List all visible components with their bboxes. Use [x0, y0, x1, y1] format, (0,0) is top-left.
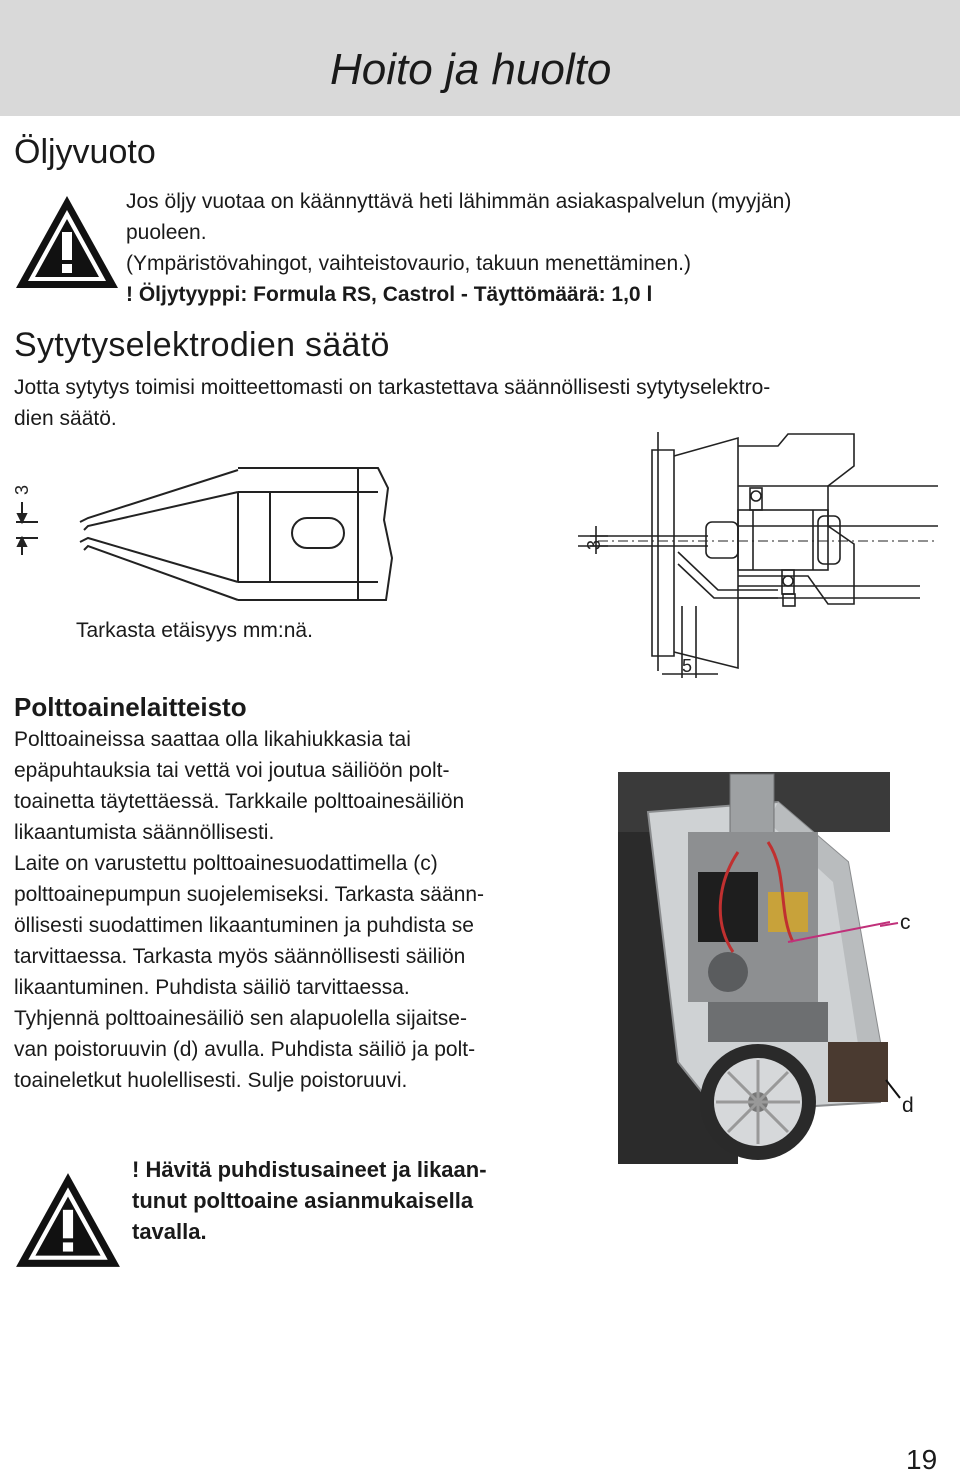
burner-assembly-diagram: [578, 426, 948, 682]
electrodes-text: [14, 372, 944, 434]
disposal-warning-line: tunut polttoaine asianmukaisella: [132, 1188, 474, 1213]
dimension-label-left: 3: [12, 484, 32, 495]
fuel-text-line: tarvittaessa. Tarkasta myös säännöllisesti säiliön: [14, 945, 466, 968]
electrodes-line: dien säätö.: [14, 407, 117, 430]
warning-triangle-icon: [12, 192, 122, 292]
fuel-text-line: öllisesti suodattimen likaantuminen ja puhdista se: [14, 914, 474, 937]
callout-line-d: [884, 1078, 904, 1100]
page-title: Hoito ja huolto: [330, 45, 612, 94]
electrodes-line: Jotta sytytys toimisi moitteettomasti on tarkastettava säännöllisesti sytytyselektro-: [14, 376, 771, 399]
disposal-warning: [132, 1154, 582, 1247]
oil-leak-line: (Ympäristövahingot, vaihteistovaurio, takuun menettäminen.): [126, 252, 691, 275]
disposal-warning-line: ! Hävitä puhdistusaineet ja likaan-: [132, 1157, 487, 1182]
machine-photo: [618, 772, 890, 1164]
fuel-text-line: toaineletkut huolellisesti. Sulje poistoruuvi.: [14, 1069, 408, 1092]
electrode-gap-diagram: [8, 460, 398, 610]
fuel-text-line: Laite on varustettu polttoainesuodattimella (c): [14, 852, 438, 875]
fuel-text-line: likaantumista säännöllisesti.: [14, 821, 275, 844]
disposal-warning-line: tavalla.: [132, 1219, 207, 1244]
fuel-text-line: van poistoruuvin (d) avulla. Puhdista säiliö ja polt-: [14, 1038, 476, 1061]
oil-leak-heading: Öljyvuoto: [14, 133, 156, 171]
oil-leak-line: puoleen.: [126, 221, 207, 244]
fuel-system-heading: Polttoainelaitteisto: [14, 692, 247, 722]
fuel-text-line: likaantuminen. Puhdista säiliö tarvittaessa.: [14, 976, 410, 999]
callout-line-c: [880, 920, 900, 932]
fuel-text-line: toainetta täytettäessä. Tarkkaile polttoainesäiliön: [14, 790, 465, 813]
oil-type-note: ! Öljytyyppi: Formula RS, Castrol - Täyttömäärä: 1,0 l: [126, 283, 653, 306]
oil-leak-line: Jos öljy vuotaa on käännyttävä heti lähimmän asiakaspalvelun (myyjän): [126, 190, 792, 213]
callout-label-c: c: [900, 911, 911, 934]
dimension-label-bottom: 5: [682, 656, 693, 676]
fuel-text-line: Tyhjennä polttoainesäiliö sen alapuolella sijaitse-: [14, 1007, 467, 1030]
page-number: 19: [906, 1444, 938, 1475]
electrodes-heading: Sytytyselektrodien säätö: [14, 326, 390, 364]
dimension-label-right: 3: [584, 539, 604, 550]
fuel-text-line: Polttoaineissa saattaa olla likahiukkasia tai: [14, 728, 411, 751]
fuel-text-line: epäpuhtauksia tai vettä voi joutua säiliöön polt-: [14, 759, 450, 782]
electrodes-caption: Tarkasta etäisyys mm:nä.: [76, 619, 313, 642]
fuel-system-text: [14, 724, 604, 1096]
warning-triangle-icon: [12, 1168, 124, 1272]
fuel-text-line: polttoainepumpun suojelemiseksi. Tarkasta säänn-: [14, 883, 485, 906]
oil-leak-text: [126, 186, 956, 310]
callout-label-d: d: [902, 1094, 914, 1117]
